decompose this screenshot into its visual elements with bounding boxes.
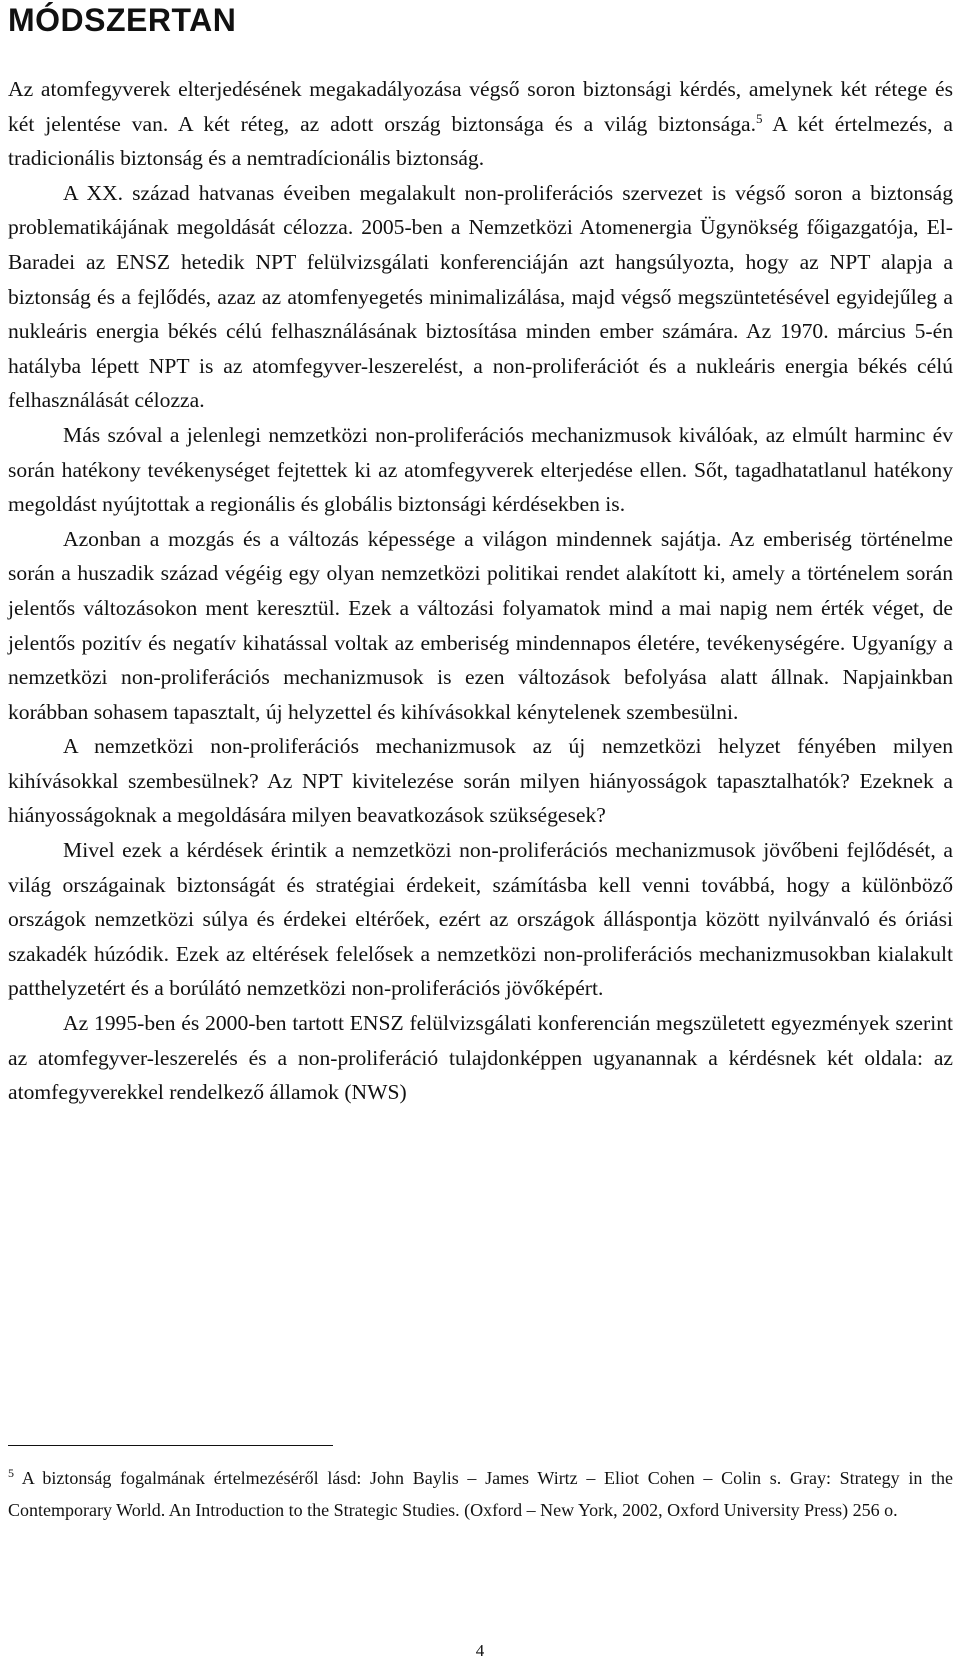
paragraph-1 [8, 72, 953, 176]
paragraph-2: A XX. század hatvanas éveiben megalakult non-proliferációs szervezet is végső soron a biztonság problematikájának megoldását célozza. 2005-ben a Nemzetközi Atomenergia Ügynökség főigazgatója, El-Baradei az ENSZ hetedik NPT felülvizsgálati konferenciáján azt hangsúlyozta, hogy az NPT alapja a biztonság és a fejlődés, azaz az atomfenyegetés minimalizálása, majd végső megszüntetésével egyidejűleg a nukleáris energia békés célú felhasználásának biztosítása minden ember számára. Az 1970. március 5-én hatályba lépett NPT is az atomfegyver-leszerelést, a non-proliferációt és a nukleáris energia békés célú felhasználását célozza. [8, 180, 953, 413]
footnote-number: 5 [8, 1466, 14, 1480]
paragraph-6: Mivel ezek a kérdések érintik a nemzetközi non-proliferációs mechanizmusok jövőbeni fejlődését, a világ országainak biztonságát és stratégiai érdekeit, számításba kell venni továbbá, hogy a különböző országok nemzetközi súlya és érdekei eltérőek, ezért az országok álláspontja között nyilvánvaló és óriási szakadék húzódik. Ezek az eltérések felelősek a nemzetközi non-proliferációs mechanizmusokban kialakult patthelyzetért és a borúlátó nemzetközi non-proliferációs jövőképért. [8, 838, 953, 1001]
paragraph-7: Az 1995-ben és 2000-ben tartott ENSZ felülvizsgálati konferencián megszületett egyezmények szerint az atomfegyver-leszerelés és a non-proliferáció tulajdonképpen ugyanannak a kérdésnek két oldala: az atomfegyverekkel rendelkező államok (NWS) [8, 1011, 953, 1105]
footnote-reference[interactable]: 5 [755, 110, 763, 126]
page-title: MÓDSZERTAN [8, 2, 237, 38]
body-text [8, 72, 953, 1110]
paragraph-4: Azonban a mozgás és a változás képessége a világon mindennek sajátja. Az emberiség történelme során a huszadik század végéig egy olyan nemzetközi politikai rendet alakított ki, amely a történelem során jelentős változásokon ment keresztül. Ezek a változási folyamatok mind a mai napig nem érték véget, de jelentős pozitív és negatív kihatással voltak az emberiség mindennapos életére, tevékenységére. Ugyanígy a nemzetközi non-proliferációs mechanizmusok is ezen változások befolyása alatt állnak. Napjainkban korábban sohasem tapasztalt, új helyzettel és kihívásokkal kénytelenek szembesülni. [8, 526, 953, 724]
footnote [8, 1462, 953, 1526]
page-number: 4 [475, 1641, 485, 1660]
footnote-divider [8, 1445, 333, 1446]
paragraph-3: Más szóval a jelenlegi nemzetközi non-proliferációs mechanizmusok kiválóak, az elmúlt harminc év során hatékony tevékenységet fejtettek ki az atomfegyverek elterjedése ellen. Sőt, tagadhatatlanul hatékony megoldást nyújtottak a regionális és globális biztonsági kérdésekben is. [8, 422, 953, 517]
paragraph-1-text-continued: A két értelmezés, a tradicionális biztonság és a nemtradícionális biztonság. [8, 111, 954, 171]
footnote-text: A biztonság fogalmának értelmezéséről lásd: John Baylis – James Wirtz – Eliot Cohen – Colin s. Gray: Strategy in the Contemporary World. An Introduction to the Strategic Studies. (Oxford – New York, 2002, Oxford University Press) 256 o. [8, 1468, 953, 1520]
paragraph-5: A nemzetközi non-proliferációs mechanizmusok az új nemzetközi helyzet fényében milyen kihívásokkal szembesülnek? Az NPT kivitelezése során milyen hiányosságok tapasztalhatók? Ezeknek a hiányosságoknak a megoldására milyen beavatkozások szükségesek? [8, 734, 953, 828]
paragraph-1-text: Az atomfegyverek elterjedésének megakadályozása végső soron biztonsági kérdés, amelynek két rétege és két jelentése van. A két réteg, az adott ország biztonsága és a világ biztonsága. [8, 77, 953, 136]
